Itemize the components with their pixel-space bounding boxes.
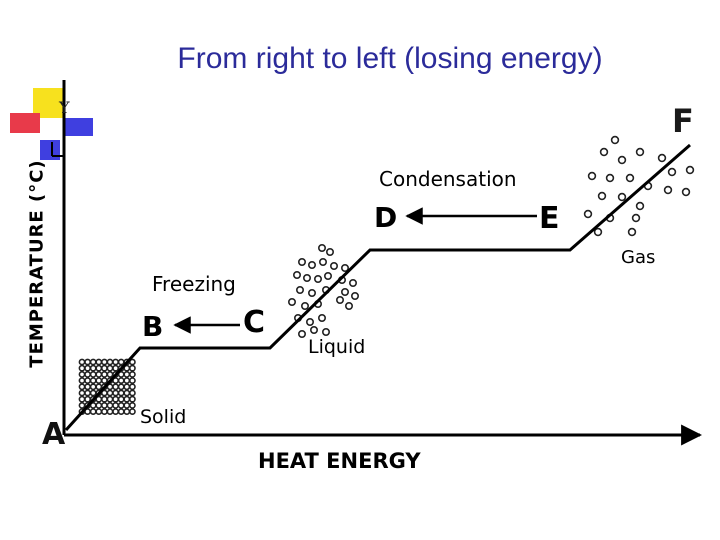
gas-particle <box>595 229 602 236</box>
solid-particle <box>102 403 107 408</box>
gas-particle <box>619 157 626 164</box>
y-axis-tick-label: Y <box>59 98 70 117</box>
solid-particle <box>124 372 129 377</box>
solid-particle <box>107 359 112 364</box>
solid-particle <box>107 366 112 371</box>
solid-particle <box>130 409 135 414</box>
liquid-particle <box>294 272 300 278</box>
gas-particle <box>669 169 676 176</box>
solid-particle <box>107 372 112 377</box>
liquid-particle <box>323 329 329 335</box>
liquid-particle <box>352 293 358 299</box>
solid-particle <box>96 372 101 377</box>
solid-particle <box>79 397 84 402</box>
gas-particle <box>619 194 626 201</box>
gas-particle <box>633 215 640 222</box>
solid-particle <box>79 366 84 371</box>
solid-particle <box>85 397 90 402</box>
liquid-particle <box>299 331 305 337</box>
gas-particle <box>687 167 694 174</box>
solid-particle <box>119 403 124 408</box>
solid-particle <box>124 378 129 383</box>
liquid-particle <box>302 303 308 309</box>
point-c-label: C <box>243 305 266 340</box>
liquid-particle <box>319 245 325 251</box>
gas-particle <box>637 149 644 156</box>
liquid-particle <box>325 273 331 279</box>
liquid-particle <box>315 276 321 282</box>
solid-particle <box>124 384 129 389</box>
solid-particle <box>79 359 84 364</box>
gas-particle <box>637 203 644 210</box>
solid-particle <box>113 384 118 389</box>
solid-particle <box>124 397 129 402</box>
solid-particle <box>91 384 96 389</box>
solid-particle <box>124 403 129 408</box>
solid-particle <box>96 384 101 389</box>
solid-particle <box>79 403 84 408</box>
gas-particle <box>627 175 634 182</box>
solid-particle <box>130 366 135 371</box>
solid-particle <box>130 403 135 408</box>
solid-particle <box>85 384 90 389</box>
solid-particle <box>79 384 84 389</box>
solid-particle <box>79 372 84 377</box>
solid-particle <box>124 409 129 414</box>
solid-particle <box>119 384 124 389</box>
solid-particle <box>130 372 135 377</box>
gas-phase-label: Gas <box>621 247 656 268</box>
liquid-particle <box>289 299 295 305</box>
point-e-label: E <box>539 201 560 236</box>
gas-particle <box>589 173 596 180</box>
solid-particle <box>91 390 96 395</box>
liquid-particle <box>346 303 352 309</box>
solid-particle <box>79 378 84 383</box>
solid-particle <box>130 378 135 383</box>
gas-particle <box>599 193 606 200</box>
solid-particle <box>113 366 118 371</box>
solid-particle <box>113 409 118 414</box>
page-title: From right to left (losing energy) <box>177 42 603 75</box>
solid-particle <box>107 409 112 414</box>
liquid-particle <box>319 315 325 321</box>
solid-particle <box>107 390 112 395</box>
solid-particle <box>119 409 124 414</box>
liquid-particle <box>320 259 326 265</box>
solid-particle <box>119 397 124 402</box>
x-axis-label: HEAT ENERGY <box>258 449 421 473</box>
liquid-particle <box>309 262 315 268</box>
gas-particle <box>683 189 690 196</box>
solid-particle <box>113 359 118 364</box>
solid-particle <box>119 378 124 383</box>
solid-particle <box>102 359 107 364</box>
solid-particle <box>102 397 107 402</box>
solid-particle <box>102 378 107 383</box>
gas-particle <box>629 229 636 236</box>
solid-particle <box>96 403 101 408</box>
solid-particle <box>102 372 107 377</box>
liquid-particle <box>327 249 333 255</box>
gas-particle <box>659 155 666 162</box>
solid-particle <box>119 359 124 364</box>
solid-particle <box>124 390 129 395</box>
gas-particles <box>585 137 694 236</box>
solid-particle <box>91 359 96 364</box>
point-f-label: F <box>672 102 694 140</box>
solid-particle <box>113 403 118 408</box>
solid-particle <box>85 366 90 371</box>
condensation-label: Condensation <box>379 167 517 191</box>
gas-particle <box>665 187 672 194</box>
liquid-particle <box>350 280 356 286</box>
y-axis-label: TEMPERATURE (°C) <box>26 159 48 368</box>
solid-particle <box>130 390 135 395</box>
liquid-particle <box>331 263 337 269</box>
solid-particle <box>85 359 90 364</box>
solid-particle <box>130 384 135 389</box>
liquid-particle <box>297 287 303 293</box>
solid-particle <box>96 359 101 364</box>
solid-particle <box>113 390 118 395</box>
solid-particle <box>107 397 112 402</box>
solid-particle <box>119 390 124 395</box>
gas-particle <box>601 149 608 156</box>
solid-particle <box>96 378 101 383</box>
liquid-particle <box>311 327 317 333</box>
solid-particle <box>96 409 101 414</box>
solid-particle <box>85 378 90 383</box>
solid-particle <box>85 390 90 395</box>
liquid-particle <box>337 297 343 303</box>
solid-particle <box>91 366 96 371</box>
solid-particle <box>91 378 96 383</box>
liquid-particle <box>304 275 310 281</box>
solid-particle <box>96 366 101 371</box>
solid-particle <box>85 372 90 377</box>
gas-particle <box>607 175 614 182</box>
point-a-label: A <box>42 417 66 452</box>
liquid-particle <box>299 259 305 265</box>
solid-particle <box>79 390 84 395</box>
solid-particle <box>113 397 118 402</box>
solid-particle <box>102 366 107 371</box>
solid-particle <box>130 397 135 402</box>
liquid-particles <box>289 245 358 337</box>
solid-particle <box>102 409 107 414</box>
solid-particle <box>107 403 112 408</box>
point-b-label: B <box>142 310 164 343</box>
solid-phase-label: Solid <box>140 406 187 428</box>
liquid-particle <box>309 290 315 296</box>
solid-particle <box>91 372 96 377</box>
liquid-phase-label: Liquid <box>308 336 366 358</box>
gas-particle <box>612 137 619 144</box>
liquid-particle <box>342 289 348 295</box>
point-d-label: D <box>374 201 398 234</box>
freezing-label: Freezing <box>152 272 236 296</box>
liquid-particle <box>307 319 313 325</box>
solid-particle <box>91 409 96 414</box>
gas-particle <box>585 211 592 218</box>
